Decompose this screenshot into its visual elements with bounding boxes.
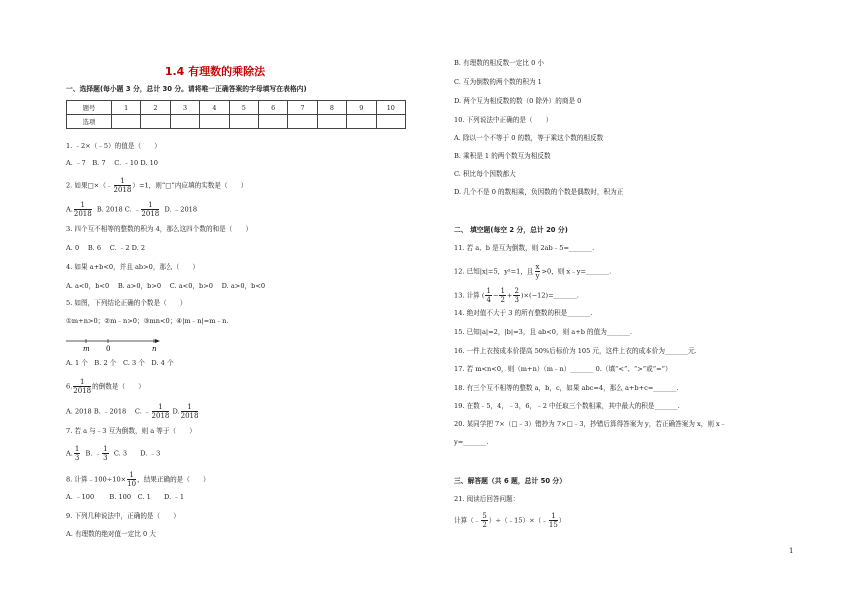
fraction: $\frac{1}{3}$ bbox=[103, 445, 108, 462]
answer-cell[interactable] bbox=[141, 115, 170, 129]
question-10-option-c: C. 积比每个因数都大 bbox=[454, 170, 516, 178]
table-cell: 5 bbox=[229, 101, 258, 115]
question-9-option-c: C. 互为倒数的两个数的积为 1 bbox=[454, 78, 542, 86]
question-20-continued: y=_______. bbox=[454, 438, 489, 446]
answer-cell[interactable] bbox=[229, 115, 258, 129]
answer-cell[interactable] bbox=[347, 115, 376, 129]
table-cell: 1 bbox=[112, 101, 141, 115]
table-header-cell: 题号 bbox=[67, 101, 112, 115]
table-cell: 8 bbox=[317, 101, 346, 115]
question-6-options: A. 2018 B. ﹣2018 C. ﹣ $\frac{1}{2018}$ D. $\frac{1}{2018}$ bbox=[66, 403, 199, 420]
question-14: 14. 绝对值不大于 3 的所有整数的积是_______. bbox=[454, 309, 593, 317]
question-18: 18. 有三个互不相等的整数 a，b，c，如果 abc=4，那么 a+b+c=_______. bbox=[454, 384, 679, 392]
axis-label-m: m bbox=[83, 345, 90, 352]
axis-label-0: 0 bbox=[106, 345, 111, 352]
answer-table bbox=[66, 100, 406, 129]
question-7-options: A. $\frac{1}{3}$ B. ﹣ $\frac{1}{3}$ C. 3 D. ﹣3 bbox=[66, 445, 161, 462]
question-7: 7. 若 a 与﹣3 互为倒数，则 a 等于（ ） bbox=[66, 427, 196, 435]
table-header-cell: 选项 bbox=[67, 115, 112, 129]
question-21: 21. 阅读后回答问题： bbox=[454, 495, 520, 503]
fraction: $\frac{1}{4}$ bbox=[486, 287, 491, 304]
fraction: $\frac{1}{3}$ bbox=[74, 445, 80, 462]
fraction: $\frac{1}{15}$ bbox=[548, 512, 558, 529]
question-3-options: A. 0 B. 6 C. ﹣2 D. 2 bbox=[66, 244, 146, 252]
table-cell: 7 bbox=[288, 101, 317, 115]
question-19: 19. 在数﹣5，4，﹣3，6，﹣2 中任取三个数相乘，其中最大的积是_______. bbox=[454, 402, 680, 410]
fraction: $\frac{1}{2018}$ bbox=[141, 201, 160, 218]
page-title: 1.4 有理数的乘除法 bbox=[164, 65, 266, 78]
table-row bbox=[67, 115, 406, 129]
question-5-options: A. 1 个 B. 2 个 C. 3 个 D. 4 个 bbox=[66, 359, 174, 367]
question-9-option-b: B. 有理数的相反数一定比 0 小 bbox=[454, 59, 544, 67]
question-4: 4. 如果 a+b<0，并且 ab>0，那么（ ） bbox=[66, 263, 199, 271]
question-5-statements: ①m+n>0；②m﹣n>0；③mn<0；④|m﹣n|=m﹣n. bbox=[66, 317, 229, 325]
question-13: 13. 计算 ( $\frac{1}{4}$ − $\frac{1}{2}$ + $\frac{2}{3}$ )×(−12)=_______. bbox=[454, 287, 579, 304]
question-1-options: A. ﹣7 B. 7 C. ﹣10 D. 10 bbox=[66, 159, 158, 167]
question-9-option-d: D. 两个互为相反数的数（0 除外）的商是 0 bbox=[454, 97, 582, 105]
fraction: $\frac{5}{2}$ bbox=[482, 512, 487, 529]
fraction: $\frac{2}{3}$ bbox=[514, 287, 519, 304]
section-2-heading: 二、 填空题(每空 2 分，总计 20 分) bbox=[454, 226, 568, 234]
answer-cell[interactable] bbox=[200, 115, 229, 129]
question-8-options: A. ﹣100 B. 100 C. 1 D. ﹣1 bbox=[66, 493, 185, 501]
question-10-option-a: A. 除以一个不等于 0 的数，等于乘这个数的相反数 bbox=[454, 134, 604, 142]
question-6: 6. $\frac{1}{2018}$ 的倒数是（ ） bbox=[66, 378, 145, 395]
question-11: 11. 若 a、b 是互为倒数，则 2ab﹣5=_______. bbox=[454, 244, 595, 252]
question-2-options: A. $\frac{1}{2018}$ B. 2018 C. ﹣ $\frac{1}{2018}$ D. ﹣2018 bbox=[66, 201, 198, 218]
question-8: 8. 计算﹣100÷10× $\frac{1}{10}$ ，结果正确的是（ ） bbox=[66, 471, 210, 488]
fraction: $\frac{1}{2018}$ bbox=[73, 378, 92, 395]
answer-cell[interactable] bbox=[258, 115, 287, 129]
fraction: $\frac{1}{2}$ bbox=[500, 287, 505, 304]
table-cell: 9 bbox=[347, 101, 376, 115]
number-line bbox=[66, 338, 160, 352]
fraction: $\frac{1}{2018}$ bbox=[180, 403, 199, 420]
table-row bbox=[67, 101, 406, 115]
section-1-heading: 一、选择题(每小题 3 分，总计 30 分。请将唯一正确答案的字母填写在表格内) bbox=[66, 85, 307, 93]
question-10-option-d: D. 几个不是 0 的数相乘，负因数的个数是偶数时，积为正 bbox=[454, 188, 624, 196]
question-16: 16. 一件上衣按成本价提高 50%后标价为 105 元，这件上衣的成本价为_______元. bbox=[454, 347, 697, 355]
table-cell: 2 bbox=[141, 101, 170, 115]
question-17: 17. 若 m<n<0，则（m+n）（m﹣n）_______ 0.（填“<”、“>”或“=”） bbox=[454, 365, 672, 373]
fraction: $\frac{1}{10}$ bbox=[127, 471, 137, 488]
question-5: 5. 如图，下列结论正确的个数是（ ） bbox=[66, 299, 187, 307]
answer-cell[interactable] bbox=[170, 115, 199, 129]
question-10-option-b: B. 乘积是 1 的两个数互为相反数 bbox=[454, 152, 551, 160]
table-cell: 4 bbox=[200, 101, 229, 115]
question-3: 3. 四个互不相等的整数的积为 4，那么这四个数的和是（ ） bbox=[66, 225, 253, 233]
table-cell: 6 bbox=[258, 101, 287, 115]
section-3-heading: 三、解答题（共 6 题，总计 50 分） bbox=[454, 477, 567, 485]
question-21-calculation: 计算（﹣ $\frac{5}{2}$ ）÷（﹣15）×（﹣ $\frac{1}{15}$ ） bbox=[454, 512, 566, 529]
question-15: 15. 已知|a|=2，|b|=3，且 ab<0，则 a+b 的值为_______. bbox=[454, 328, 633, 336]
question-10: 10. 下列说法中正确的是（ ） bbox=[454, 116, 553, 124]
fraction: $\frac{x}{y}$ bbox=[535, 263, 540, 280]
table-cell: 10 bbox=[376, 101, 405, 115]
question-20: 20. 某同学把 7×（□﹣3）错抄为 7×□﹣3，抄错后算得答案为 y，若正确答案为 x，则 x﹣ bbox=[454, 420, 727, 428]
question-2: 2. 如果□×（﹣ $\frac{1}{2018}$ ）=1，则“□”内应填的实数是（ ） bbox=[66, 177, 248, 194]
page-number: 1 bbox=[789, 547, 794, 555]
fraction: $\frac{1}{2018}$ bbox=[113, 177, 132, 194]
answer-cell[interactable] bbox=[376, 115, 405, 129]
question-9-option-a: A. 有理数的绝对值一定比 0 大 bbox=[66, 530, 156, 538]
fraction: $\frac{1}{2018}$ bbox=[151, 403, 170, 420]
answer-cell[interactable] bbox=[112, 115, 141, 129]
question-12: 12. 已知|x|=5，y²=1，且 $\frac{x}{y}$ >0，则 x﹣y=_______. bbox=[454, 263, 612, 280]
table-cell: 3 bbox=[170, 101, 199, 115]
answer-cell[interactable] bbox=[288, 115, 317, 129]
question-4-options: A. a<0，b<0 B. a>0，b>0 C. a<0，b>0 D. a>0，b<0 bbox=[66, 282, 266, 290]
question-1: 1. ﹣2×（﹣5）的值是（ ） bbox=[66, 142, 161, 150]
answer-cell[interactable] bbox=[317, 115, 346, 129]
axis-label-n: n bbox=[152, 345, 157, 352]
fraction: $\frac{1}{2018}$ bbox=[73, 201, 92, 218]
question-9: 9. 下列几种说法中，正确的是（ ） bbox=[66, 512, 180, 520]
